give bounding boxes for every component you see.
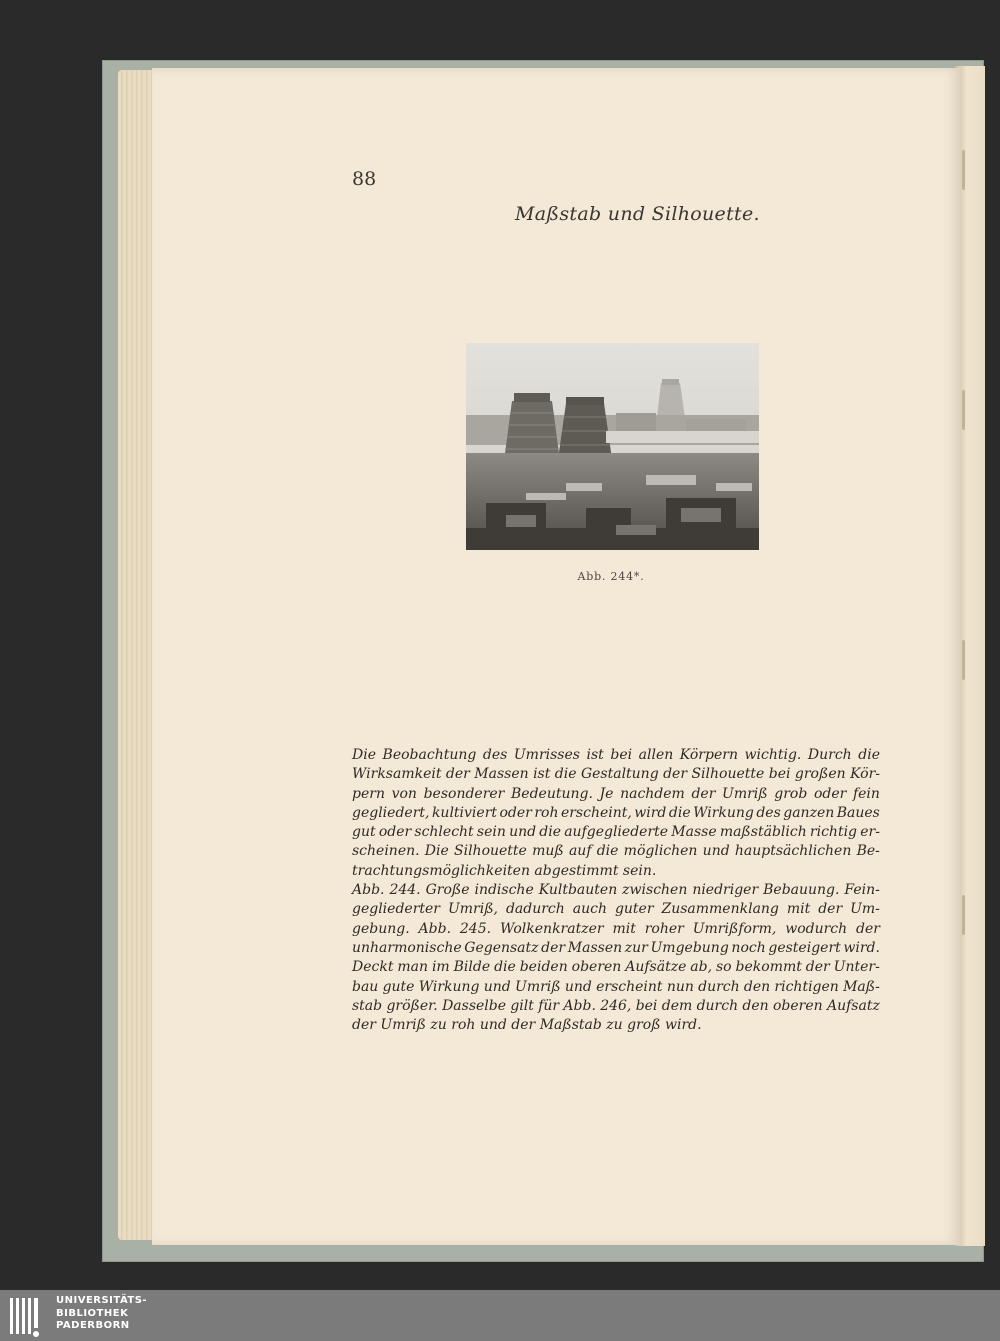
footer-bar [0,1290,1000,1341]
word: indische [474,882,534,899]
word: gegliedert, [352,804,430,821]
text-line [352,804,880,823]
word: Be- [856,843,880,860]
word: ab, [690,959,713,976]
word: Umriß [722,785,768,802]
word: ganzen [783,804,835,821]
word: zur [624,939,648,956]
word: mit [786,901,811,918]
word: die [494,959,516,976]
word: Je [599,785,614,802]
word: gilt [510,997,534,1014]
word: Abb. [563,997,596,1014]
word: oder [378,824,412,841]
word: Kultbauten [538,882,618,899]
word: Dasselbe [442,997,507,1014]
word: noch [731,939,766,956]
word: zwischen [622,882,688,899]
word: grob [774,785,808,802]
word: mit [612,920,636,937]
word: Umriß, [447,901,498,918]
word: großen [794,766,846,783]
word: die [539,824,561,841]
word: der [663,766,688,783]
word: Aufsatz [826,997,880,1014]
word: Bilde [453,959,491,976]
word: Wirksamkeit [352,766,442,783]
word: bei [610,747,633,763]
word: und [483,978,511,995]
text-line [352,842,880,861]
word: stab [352,997,383,1014]
word: wichtig. [744,747,802,763]
word: maßstäblich [719,824,807,841]
word: im [431,959,450,976]
text-line [352,958,880,977]
word: bau [352,978,379,995]
word: oder [499,804,532,821]
word: erscheint, [560,804,632,821]
binding-stitch [962,390,965,430]
word: er- [860,824,880,841]
word: Wirkung [693,804,754,821]
word: der [856,920,880,937]
word: 246, [600,997,632,1014]
word: gesteigert [768,939,841,956]
word: pern [352,785,385,802]
word: Bebauung. [763,882,840,899]
word: für [538,997,560,1014]
word: guter [614,901,654,918]
text-line [352,823,880,842]
word: gegliederter [352,901,440,918]
word: Umrißform, [692,920,777,937]
word: oberen [571,959,622,976]
word: der [445,766,470,783]
body-text [352,746,880,1035]
word: Masse [671,824,717,841]
word: Silhouette [691,766,765,783]
word: richtig [809,824,858,841]
word: bei [635,997,658,1014]
word: scheinen. [352,843,420,860]
library-logo-icon [8,1294,48,1338]
temple-photograph [466,343,759,550]
word: durch [696,997,739,1014]
word: Unter- [833,959,880,976]
word: oberen [773,997,823,1014]
text-line [352,765,880,784]
word: ist [533,766,551,783]
word: und [564,978,592,995]
word: möglichen [623,843,698,860]
temple-photo-illustration [466,343,759,550]
word: kultiviert [431,804,498,821]
word: allen [638,747,674,763]
word: den [742,997,769,1014]
book-page [152,68,960,1245]
word: oder [813,785,847,802]
word: des [482,747,508,763]
word: die [596,843,619,860]
word: wodurch [785,920,848,937]
text-line [352,900,880,919]
running-title: Maßstab und Silhouette. [515,203,760,225]
word: gut [352,824,376,841]
word: fein [852,785,880,802]
word: Fein- [844,882,880,899]
word: Kör- [850,766,880,783]
word: richtigen [774,978,839,995]
page-number: 88 [352,168,377,190]
word: Gegensatz [464,939,539,956]
word: ist [586,747,604,763]
word: der [818,901,843,918]
word: niedriger [692,882,759,899]
word: unharmonische [352,939,462,956]
text-line [352,939,880,958]
text-line [352,978,880,997]
word: Die [352,747,376,763]
word: den [743,978,771,995]
word: Durch [807,747,852,763]
word: dem [661,997,693,1014]
binding-stitch [962,150,965,190]
word: muß [532,843,564,860]
word: besonderer [423,785,505,802]
word: Um- [850,901,880,918]
word: Maß- [843,978,880,995]
word: des [756,804,781,821]
library-name-line: UNIVERSITÄTS- [56,1295,148,1306]
word: Massen [474,766,529,783]
word: wird [634,804,667,821]
library-name-line: BIBLIOTHEK [56,1307,129,1319]
word: die [668,804,691,821]
text-line [352,920,880,939]
word: aufgegliederte [564,824,669,841]
word: von [391,785,417,802]
word: 244. [389,882,421,899]
text-line [352,785,880,804]
word: sein [476,824,506,841]
word: schlecht [414,824,474,841]
figure-caption: Abb. 244*. [577,570,645,583]
word: der [691,785,716,802]
word: Die [424,843,449,860]
word: roher [644,920,684,937]
word: nun [666,978,694,995]
text-line [352,997,880,1016]
word: dadurch [505,901,565,918]
word: Umgebung [650,939,729,956]
word: auch [572,901,607,918]
word: 245. [459,920,492,937]
word: Abb. [418,920,452,937]
word: nachdem [620,785,685,802]
word: und [702,843,730,860]
word: Deckt [352,959,394,976]
word: größer. [386,997,438,1014]
word: Aufsätze [625,959,687,976]
word: Zusammenklang [661,901,779,918]
binding-stitch [962,895,965,935]
text-line: der Umriß zu roh und der Maßstab zu groß wird. [352,1017,702,1034]
library-name [56,1295,147,1333]
word: gute [382,978,415,995]
word: bei [768,766,791,783]
text-line: trachtungsmöglichkeiten abgestimmt sein. [352,862,657,879]
word: Umrisses [513,747,580,763]
word: Beobachtung [382,747,477,763]
word: man [397,959,429,976]
word: so [715,959,732,976]
word: der [541,939,566,956]
word: Massen [567,939,623,956]
word: Große [425,882,470,899]
word: gebung. [352,920,410,937]
text-line [352,881,880,900]
word: auf [568,843,592,860]
word: erscheint [596,978,663,995]
word: die [858,747,880,763]
word: Körpern [679,747,738,763]
text-line [352,746,880,765]
word: Bedeutung. [511,785,593,802]
word: Abb. [352,882,385,899]
word: Baues [836,804,880,821]
word: der [805,959,830,976]
word: Umriß [515,978,561,995]
word: beiden [519,959,568,976]
word: die [554,766,577,783]
word: bekommt [735,959,802,976]
word: roh [534,804,559,821]
word: Silhouette [454,843,527,860]
word: Wolkenkratzer [499,920,604,937]
binding-stitch [962,640,965,680]
library-name-line: PADERBORN [56,1320,130,1331]
word: und [509,824,537,841]
word: wird. [843,939,880,956]
word: durch [698,978,740,995]
word: Wirkung [418,978,480,995]
word: hauptsächlichen [734,843,852,860]
word: Gestaltung [580,766,659,783]
